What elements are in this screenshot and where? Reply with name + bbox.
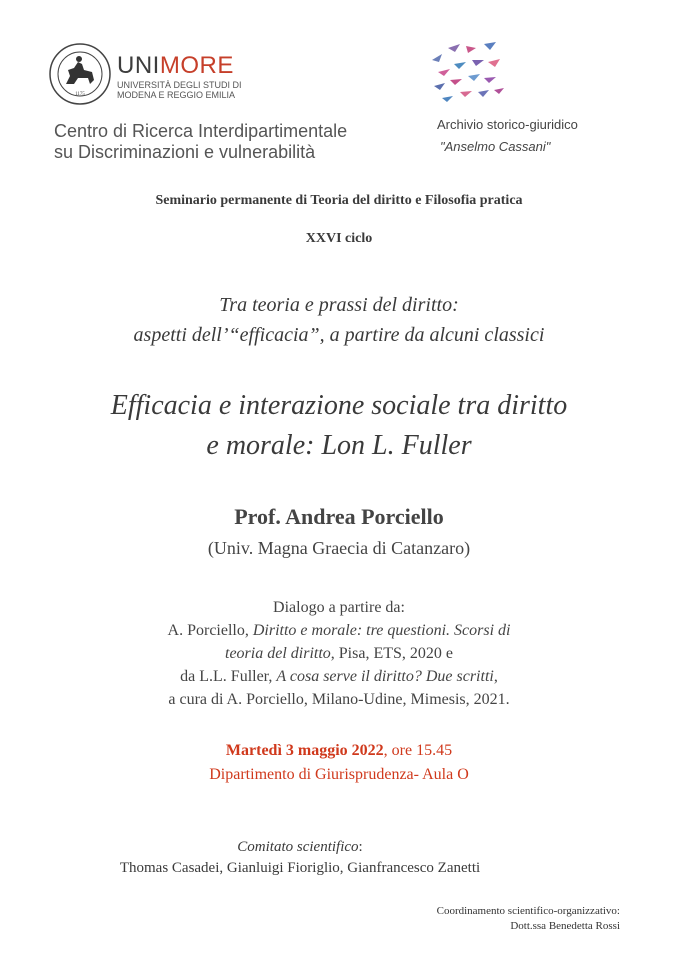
- centro-ricerca-title: [54, 121, 414, 163]
- dialog-references: [0, 596, 678, 711]
- title-line1: Efficacia e interazione sociale tra diritto: [110, 390, 568, 421]
- unimore-subtitle-line2: MODENA E REGGIO EMILIA: [117, 90, 236, 100]
- logo-more: MORE: [159, 52, 234, 79]
- event-time: , ore 15.45: [383, 742, 453, 759]
- seal-icon: [48, 42, 112, 106]
- theme-line2: aspetti dell’“efficacia”, a partire da alcuni classici: [133, 324, 545, 346]
- archivio-birds-logo: [426, 40, 508, 110]
- dialog-intro: Dialogo a partire da:: [273, 599, 405, 616]
- unimore-subtitle-line1: UNIVERSITÀ DEGLI STUDI DI: [117, 80, 242, 90]
- event-location: Dipartimento di Giurisprudenza- Aula O: [209, 766, 469, 783]
- speaker-name: Prof. Andrea Porciello: [234, 504, 444, 529]
- centro-line1: Centro di Ricerca Interdipartimentale: [54, 121, 348, 141]
- reference-1-line2: [0, 642, 678, 665]
- archivio-name: "Anselmo Cassani": [440, 139, 551, 154]
- committee-label: [0, 839, 600, 856]
- committee-members: Thomas Casadei, Gianluigi Fioriglio, Gianfrancesco Zanetti: [119, 860, 481, 876]
- ref1-title-b: teoria del diritto: [225, 645, 331, 662]
- ref2-author: da L.L. Fuller,: [180, 668, 277, 685]
- logo-uni: UNI: [117, 52, 160, 79]
- seminar-series: Seminario permanente di Teoria del diritto e Filosofia pratica: [155, 193, 523, 208]
- reference-2-line2: a cura di A. Porciello, Milano-Udine, Mimesis, 2021.: [168, 691, 510, 708]
- seminar-title: [0, 386, 678, 466]
- unimore-subtitle: [117, 80, 257, 100]
- unimore-seal-logo: [48, 42, 112, 106]
- event-details: [0, 739, 678, 787]
- committee-label-suffix: :: [358, 839, 363, 855]
- centro-line2: su Discriminazioni e vulnerabilità: [54, 142, 316, 162]
- coordination-label: Coordinamento scientifico-organizzativo:: [436, 905, 620, 917]
- seminar-theme: [0, 290, 678, 350]
- birds-icon: [426, 40, 508, 110]
- seminar-cycle: XXVI ciclo: [305, 231, 373, 246]
- reference-1-line1: [0, 619, 678, 642]
- archivio-title: Archivio storico-giuridico: [437, 117, 578, 132]
- ref1-author: A. Porciello,: [167, 622, 253, 639]
- event-date: Martedì 3 maggio 2022: [225, 742, 384, 759]
- title-line2: e morale: Lon L. Fuller: [206, 430, 472, 461]
- coordination: [437, 904, 620, 934]
- committee-label-text: Comitato scientifico: [237, 839, 359, 855]
- seal-year: 1175: [75, 92, 85, 97]
- speaker-affiliation: (Univ. Magna Graecia di Catanzaro): [207, 538, 471, 558]
- reference-2-line1: [0, 665, 678, 688]
- ref2-title: A cosa serve il diritto? Due scritti: [276, 668, 494, 685]
- coordination-name: Dott.ssa Benedetta Rossi: [510, 920, 620, 932]
- theme-line1: Tra teoria e prassi del diritto:: [219, 294, 459, 316]
- event-datetime: [0, 739, 678, 763]
- ref2-rest: ,: [493, 668, 498, 685]
- ref1-title-a: Diritto e morale: tre questioni. Scorsi di: [252, 622, 511, 639]
- unimore-logo-text: [117, 52, 234, 80]
- ref1-rest: , Pisa, ETS, 2020 e: [330, 645, 453, 662]
